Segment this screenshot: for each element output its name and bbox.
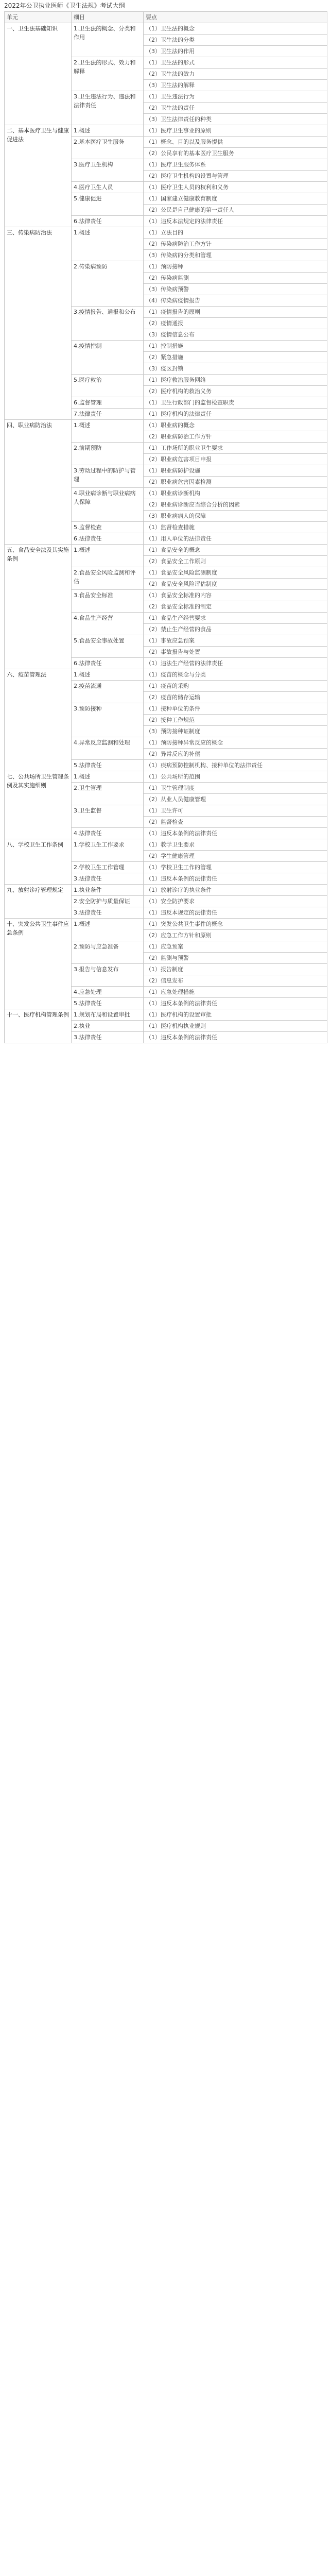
point-cell: 3.法律责任 xyxy=(72,1032,144,1043)
requirement-cell: （2）食品安全标准的制定 xyxy=(144,601,327,613)
requirement-cell: （1）卫生法的形式 xyxy=(144,57,327,69)
point-cell: 5.监督检查 xyxy=(72,522,144,533)
table-row xyxy=(5,839,327,851)
point-cell: 3.医疗卫生机构 xyxy=(72,159,144,182)
requirement-cell: （2）应急工作方针和原则 xyxy=(144,930,327,941)
point-cell: 3.劳动过程中的防护与管理 xyxy=(72,465,144,488)
requirement-cell: （1）立法目的 xyxy=(144,227,327,239)
point-cell: 1.规划布局和设置审批 xyxy=(72,1009,144,1021)
requirement-cell: （3）疫区封锁 xyxy=(144,363,327,375)
requirement-cell: （1）疫苗的采购 xyxy=(144,681,327,692)
requirement-cell: （1）违反本条例的法律责任 xyxy=(144,828,327,839)
requirement-cell: （1）预防接种异常反应的概念 xyxy=(144,737,327,749)
point-cell: 4.应急处理 xyxy=(72,987,144,998)
requirement-cell: （1）食品安全标准的内容 xyxy=(144,590,327,601)
document-title: 2022年公卫执业医师《卫生法规》考试大纲 xyxy=(4,2,125,9)
requirement-cell: （1）医疗卫生事业的原则 xyxy=(144,125,327,137)
requirement-cell: （2）传染病防治工作方针 xyxy=(144,239,327,250)
requirement-cell: （1）医疗卫生人员的权利和义务 xyxy=(144,182,327,193)
point-cell: 4.疫情控制 xyxy=(72,341,144,375)
requirement-cell: （2）监测与预警 xyxy=(144,953,327,964)
table-row xyxy=(5,125,327,137)
point-cell: 3.食品安全标准 xyxy=(72,590,144,613)
requirement-cell: （2）职业病危害因素检测 xyxy=(144,477,327,488)
point-cell: 1.学校卫生工作要求 xyxy=(72,839,144,862)
requirement-cell: （3）预防接种证制度 xyxy=(144,726,327,737)
unit-cell: 十、突发公共卫生事件应急条例 xyxy=(5,919,72,1009)
requirement-cell: （2）职业病防治工作方针 xyxy=(144,431,327,443)
point-cell: 2.基本医疗卫生服务 xyxy=(72,137,144,159)
requirement-cell: （1）监督检查措施 xyxy=(144,522,327,533)
point-cell: 4.法律责任 xyxy=(72,828,144,839)
requirement-cell: （2）学生健康管理 xyxy=(144,851,327,862)
requirement-cell: （1）医疗救治服务网络 xyxy=(144,375,327,386)
table-row xyxy=(5,771,327,783)
requirement-cell: （1）应急处理措施 xyxy=(144,987,327,998)
requirement-cell: （1）违反本条例的法律责任 xyxy=(144,873,327,885)
requirement-cell: （2）职业病危害项目申报 xyxy=(144,454,327,465)
point-cell: 6.法律责任 xyxy=(72,533,144,545)
table-row xyxy=(5,23,327,35)
requirement-cell: （1）卫生许可 xyxy=(144,805,327,817)
point-cell: 3.卫生监督 xyxy=(72,805,144,828)
point-cell: 3.预防接种 xyxy=(72,703,144,737)
requirement-cell: （1）接种单位的条件 xyxy=(144,703,327,715)
point-cell: 5.法律责任 xyxy=(72,760,144,771)
syllabus-table xyxy=(4,11,327,1043)
point-cell: 1.概述 xyxy=(72,125,144,137)
point-cell: 4.食品生产经营 xyxy=(72,613,144,635)
requirement-cell: （1）疫情报告的原则 xyxy=(144,307,327,318)
point-cell: 2.前期预防 xyxy=(72,443,144,465)
requirement-cell: （1）食品生产经营要求 xyxy=(144,613,327,624)
requirement-cell: （2）职业病诊断应当综合分析的因素 xyxy=(144,499,327,511)
unit-cell: 六、疫苗管理法 xyxy=(5,669,72,771)
requirement-cell: （1）卫生法的概念 xyxy=(144,23,327,35)
requirement-cell: （1）用人单位的法律责任 xyxy=(144,533,327,545)
point-cell: 1.卫生法的概念、分类和作用 xyxy=(72,23,144,57)
point-cell: 3.法律责任 xyxy=(72,907,144,919)
requirement-cell: （1）事故应急预案 xyxy=(144,635,327,647)
requirement-cell: （1）工作场所的职业卫生要求 xyxy=(144,443,327,454)
table-header-row xyxy=(5,12,327,23)
requirement-cell: （2）卫生法的责任 xyxy=(144,103,327,114)
point-cell: 4.医疗卫生人员 xyxy=(72,182,144,193)
point-cell: 1.概述 xyxy=(72,669,144,681)
requirement-cell: （2）接种工作规范 xyxy=(144,715,327,726)
requirement-cell: （3）卫生法的作用 xyxy=(144,46,327,57)
point-cell: 2.安全防护与质量保证 xyxy=(72,896,144,907)
requirement-cell: （2）信息发布 xyxy=(144,975,327,987)
requirement-cell: （2）卫生法的效力 xyxy=(144,69,327,80)
point-cell: 2.卫生管理 xyxy=(72,783,144,805)
requirement-cell: （2）监督检查 xyxy=(144,817,327,828)
unit-cell: 八、学校卫生工作条例 xyxy=(5,839,72,885)
requirement-cell: （2）医疗卫生机构的设置与管理 xyxy=(144,171,327,182)
header-requirement: 要点 xyxy=(144,12,327,23)
requirement-cell: （2）事故报告与处置 xyxy=(144,647,327,658)
requirement-cell: （1）卫生行政部门的监督检查职责 xyxy=(144,397,327,409)
point-cell: 6.监督管理 xyxy=(72,397,144,409)
requirement-cell: （2）传染病监测 xyxy=(144,273,327,284)
table-row xyxy=(5,885,327,896)
requirement-cell: （1）违反本条例的法律责任 xyxy=(144,1032,327,1043)
point-cell: 3.法律责任 xyxy=(72,873,144,885)
point-cell: 4.职业病诊断与职业病病人保障 xyxy=(72,488,144,522)
point-cell: 4.异常反应监测和处理 xyxy=(72,737,144,760)
point-cell: 2.预防与应急准备 xyxy=(72,941,144,964)
requirement-cell: （1）控制措施 xyxy=(144,341,327,352)
requirement-cell: （1）安全防护要求 xyxy=(144,896,327,907)
table-row xyxy=(5,420,327,431)
requirement-cell: （1）国家建立健康教育制度 xyxy=(144,193,327,205)
requirement-cell: （1）食品安全的概念 xyxy=(144,545,327,556)
point-cell: 3.报告与信息发布 xyxy=(72,964,144,987)
requirement-cell: （2）食品安全工作原则 xyxy=(144,556,327,567)
requirement-cell: （1）教学卫生要求 xyxy=(144,839,327,851)
point-cell: 7.法律责任 xyxy=(72,409,144,420)
table-row xyxy=(5,919,327,930)
point-cell: 5.健康促进 xyxy=(72,193,144,216)
point-cell: 2.执业 xyxy=(72,1021,144,1032)
unit-cell: 一、卫生法基础知识 xyxy=(5,23,72,125)
header-point: 细目 xyxy=(72,12,144,23)
point-cell: 5.医疗救治 xyxy=(72,375,144,397)
requirement-cell: （1）医疗机构的设置审批 xyxy=(144,1009,327,1021)
requirement-cell: （1）违反本条例的法律责任 xyxy=(144,998,327,1009)
requirement-cell: （1）违反本法规定的法律责任 xyxy=(144,216,327,227)
requirement-cell: （3）传染病的分类和管理 xyxy=(144,250,327,261)
requirement-cell: （1）职业病防护设施 xyxy=(144,465,327,477)
point-cell: 3.卫生违法行为、违法和法律责任 xyxy=(72,91,144,125)
unit-cell: 三、传染病防治法 xyxy=(5,227,72,420)
requirement-cell: （3）职业病病人的保障 xyxy=(144,511,327,522)
table-row xyxy=(5,669,327,681)
unit-cell: 十一、医疗机构管理条例 xyxy=(5,1009,72,1043)
requirement-cell: （1）公共场所的范围 xyxy=(144,771,327,783)
requirement-cell: （2）食品安全风险评估制度 xyxy=(144,579,327,590)
requirement-cell: （1）放射诊疗的执业条件 xyxy=(144,885,327,896)
point-cell: 5.法律责任 xyxy=(72,998,144,1009)
unit-cell: 七、公共场所卫生管理条例及其实施细则 xyxy=(5,771,72,839)
requirement-cell: （2）紧急措施 xyxy=(144,352,327,363)
point-cell: 2.食品安全风险监测和评估 xyxy=(72,567,144,590)
requirement-cell: （2）异常反应的补偿 xyxy=(144,749,327,760)
requirement-cell: （2）卫生法的分类 xyxy=(144,35,327,46)
requirement-cell: （2）疫苗的储存运输 xyxy=(144,692,327,703)
table-row xyxy=(5,227,327,239)
syllabus-body xyxy=(5,23,327,1043)
requirement-cell: （2）禁止生产经营的食品 xyxy=(144,624,327,635)
point-cell: 1.概述 xyxy=(72,545,144,567)
requirement-cell: （1）应急预案 xyxy=(144,941,327,953)
requirement-cell: （3）卫生法的解释 xyxy=(144,80,327,91)
requirement-cell: （1）卫生管理制度 xyxy=(144,783,327,794)
requirement-cell: （1）医疗机构的法律责任 xyxy=(144,409,327,420)
requirement-cell: （2）公民享有的基本医疗卫生服务 xyxy=(144,148,327,159)
requirement-cell: （1）职业病诊断机构 xyxy=(144,488,327,499)
table-row xyxy=(5,545,327,556)
table-row xyxy=(5,1009,327,1021)
point-cell: 5.食品安全事故处置 xyxy=(72,635,144,658)
point-cell: 1.概述 xyxy=(72,420,144,443)
point-cell: 1.概述 xyxy=(72,919,144,941)
requirement-cell: （2）医疗机构的救治义务 xyxy=(144,386,327,397)
point-cell: 6.法律责任 xyxy=(72,658,144,669)
point-cell: 3.疫情报告、通报和公布 xyxy=(72,307,144,341)
requirement-cell: （3）卫生法律责任的种类 xyxy=(144,114,327,125)
unit-cell: 五、食品安全法及其实施条例 xyxy=(5,545,72,669)
requirement-cell: （2）从业人员健康管理 xyxy=(144,794,327,805)
requirement-cell: （1）疫苗的概念与分类 xyxy=(144,669,327,681)
unit-cell: 四、职业病防治法 xyxy=(5,420,72,545)
point-cell: 2.学校卫生工作管理 xyxy=(72,862,144,873)
requirement-cell: （1）疾病预防控制机构、接种单位的法律责任 xyxy=(144,760,327,771)
point-cell: 2.卫生法的形式、效力和解释 xyxy=(72,57,144,91)
requirement-cell: （1）食品安全风险监测制度 xyxy=(144,567,327,579)
point-cell: 2.传染病预防 xyxy=(72,261,144,307)
requirement-cell: （1）突发公共卫生事件的概念 xyxy=(144,919,327,930)
header-unit: 单元 xyxy=(5,12,72,23)
unit-cell: 二、基本医疗卫生与健康促进法 xyxy=(5,125,72,227)
point-cell: 2.疫苗流通 xyxy=(72,681,144,703)
point-cell: 6.法律责任 xyxy=(72,216,144,227)
requirement-cell: （3）传染病预警 xyxy=(144,284,327,295)
requirement-cell: （2）疫情通报 xyxy=(144,318,327,329)
requirement-cell: （3）疫情信息公布 xyxy=(144,329,327,341)
requirement-cell: （1）违反本规定的法律责任 xyxy=(144,907,327,919)
requirement-cell: （1）概念、目的以及服务提供 xyxy=(144,137,327,148)
requirement-cell: （1）医疗卫生服务体系 xyxy=(144,159,327,171)
requirement-cell: （1）报告制度 xyxy=(144,964,327,975)
requirement-cell: （1）违法生产经营的法律责任 xyxy=(144,658,327,669)
requirement-cell: （2）公民是自己健康的第一责任人 xyxy=(144,205,327,216)
point-cell: 1.概述 xyxy=(72,227,144,261)
point-cell: 1.概述 xyxy=(72,771,144,783)
requirement-cell: （1）卫生违法行为 xyxy=(144,91,327,103)
requirement-cell: （1）职业病的概念 xyxy=(144,420,327,431)
document-page xyxy=(4,0,327,1043)
point-cell: 1.执业条件 xyxy=(72,885,144,896)
requirement-cell: （1）预防接种 xyxy=(144,261,327,273)
unit-cell: 九、放射诊疗管理规定 xyxy=(5,885,72,919)
requirement-cell: （4）传染病疫情报告 xyxy=(144,295,327,307)
requirement-cell: （1）学校卫生工作的管理 xyxy=(144,862,327,873)
requirement-cell: （1）医疗机构执业规则 xyxy=(144,1021,327,1032)
